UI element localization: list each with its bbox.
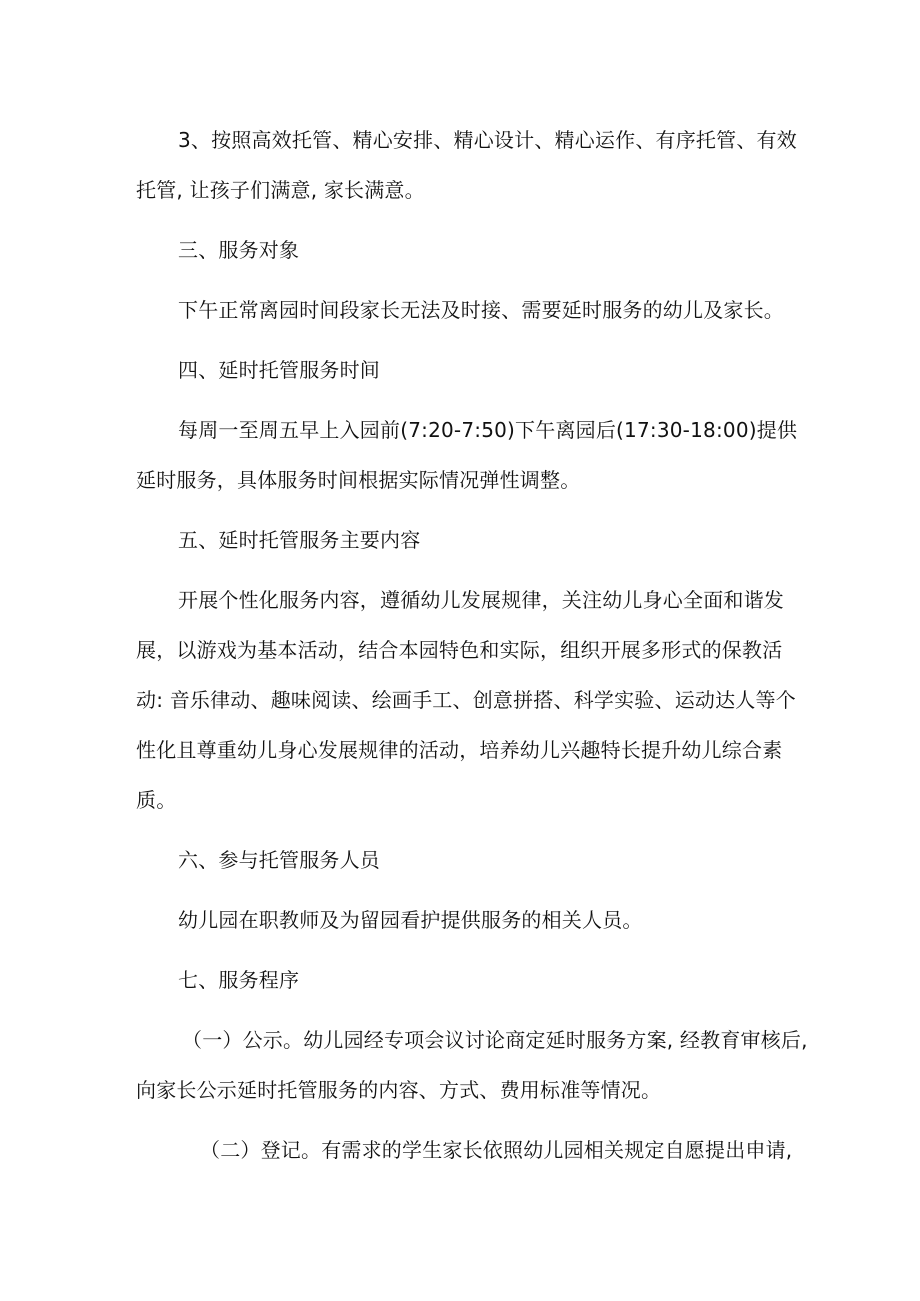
section-heading-procedure: 七、服务程序 xyxy=(178,968,300,992)
paragraph-service-content-line-5: 质。 xyxy=(136,788,177,812)
paragraph-service-content-line-4: 性化且尊重幼儿身心发展规律的活动，培养幼儿兴趣特长提升幼儿综合素 xyxy=(136,738,783,762)
paragraph-service-content-line-3: 动: 音乐律动、趣味阅读、绘画手工、创意拼搭、科学实验、运动达人等个 xyxy=(136,688,796,712)
paragraph-staff: 幼儿园在职教师及为留园看护提供服务的相关人员。 xyxy=(178,908,643,932)
paragraph-service-target: 下午正常离园时间段家长无法及时接、需要延时服务的幼儿及家长。 xyxy=(178,298,784,322)
section-heading-staff: 六、参与托管服务人员 xyxy=(178,848,380,872)
paragraph-1-line-2: 托管, 让孩子们满意, 家长满意。 xyxy=(136,178,425,202)
section-heading-service-time: 四、延时托管服务时间 xyxy=(178,358,380,382)
paragraph-service-content-line-2: 展，以游戏为基本活动，结合本园特色和实际，组织开展多形式的保教活 xyxy=(136,638,783,662)
paragraph-procedure-1-line-2: 向家长公示延时托管服务的内容、方式、费用标准等情况。 xyxy=(136,1078,662,1102)
section-heading-service-content: 五、延时托管服务主要内容 xyxy=(178,528,421,552)
paragraph-service-time-line-1: 每周一至周五早上入园前(7:20-7:50)下午离园后(17:30-18:00)提供 xyxy=(178,418,798,442)
paragraph-service-content-line-1: 开展个性化服务内容，遵循幼儿发展规律，关注幼儿身心全面和谐发 xyxy=(178,588,784,612)
paragraph-1-line-1: 3、按照高效托管、精心安排、精心设计、精心运作、有序托管、有效 xyxy=(178,128,797,152)
paragraph-procedure-1-line-1: （一）公示。幼儿园经专项会议讨论商定延时服务方案, 经教育审核后, xyxy=(182,1028,808,1052)
paragraph-service-time-line-2: 延时服务，具体服务时间根据实际情况弹性调整。 xyxy=(136,468,581,492)
paragraph-procedure-2-line-1: （二）登记。有需求的学生家长依照幼儿园相关规定自愿提出申请, xyxy=(200,1138,793,1162)
section-heading-service-target: 三、服务对象 xyxy=(178,238,300,262)
